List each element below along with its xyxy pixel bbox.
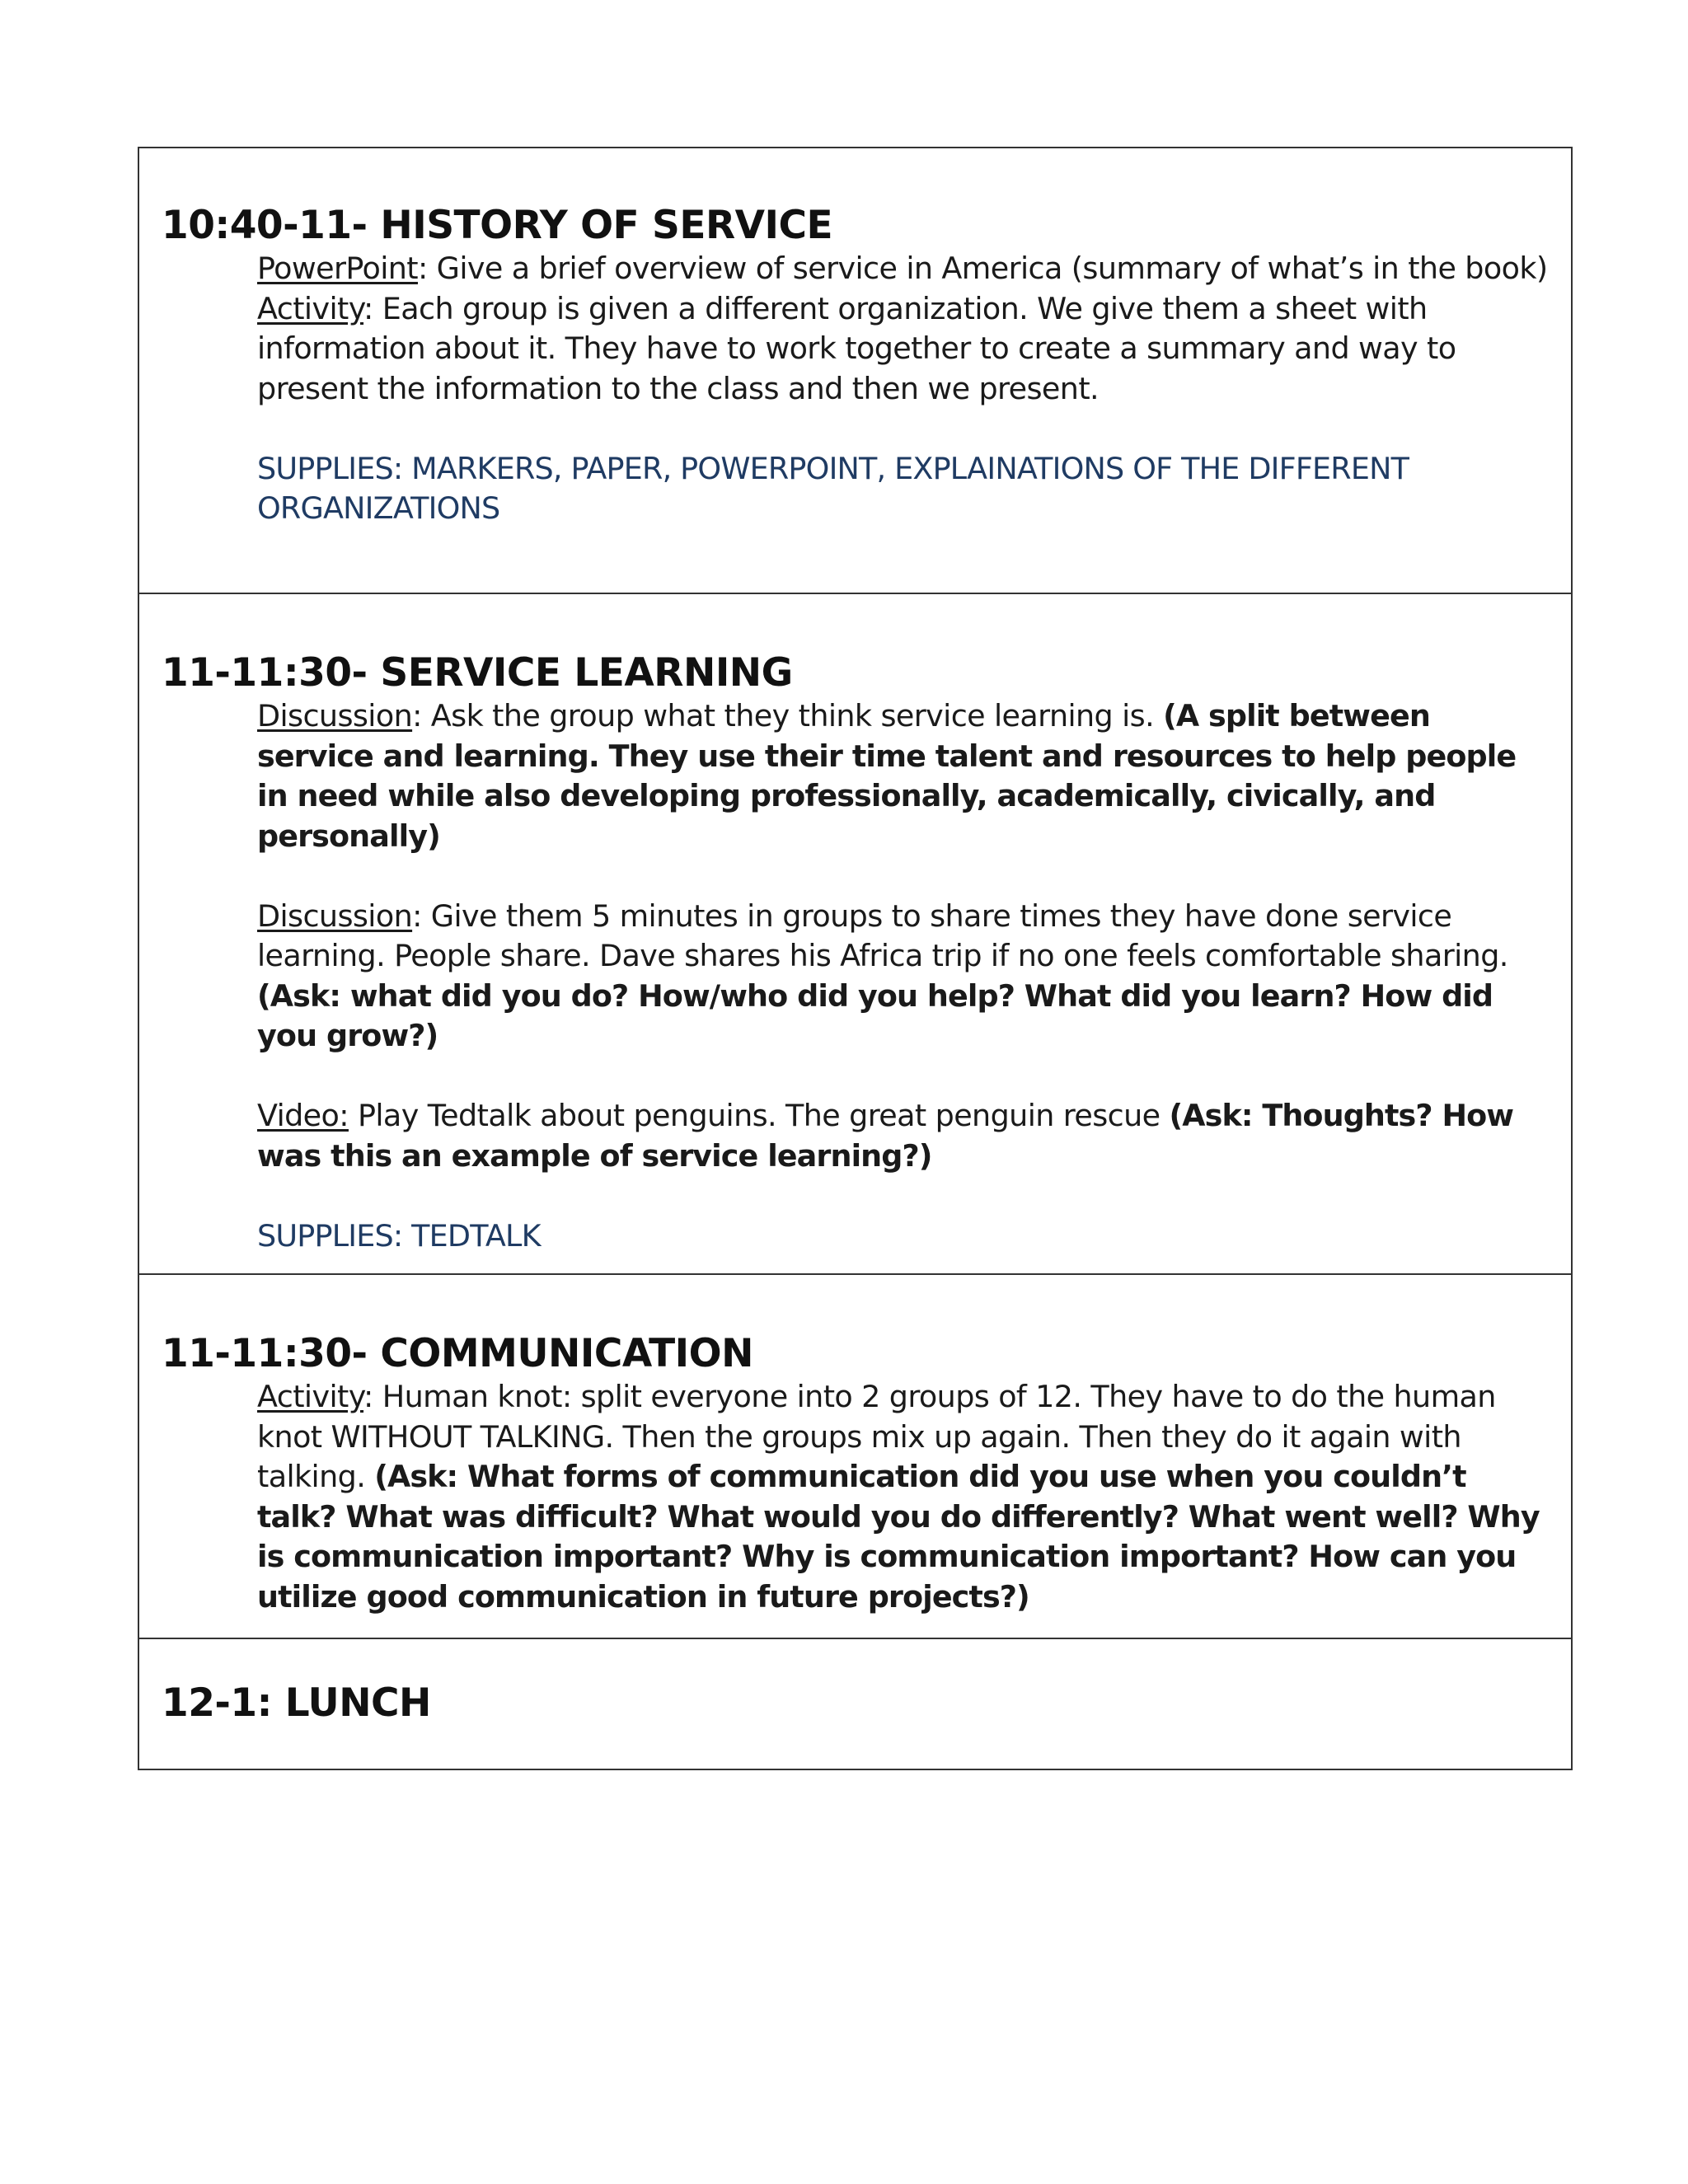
item-text: : Each group is given a different organization. We give them a sheet with information about it. They have to work together to create a summary and way to present the information to the class and then we present. [257, 290, 1456, 406]
section-history-of-service [139, 148, 1571, 594]
spacer [257, 409, 1551, 449]
discussion-item [257, 696, 1551, 856]
section-heading: 11-11:30- COMMUNICATION [162, 1331, 753, 1376]
spacer [257, 1176, 1551, 1216]
question-prompt: (Ask: What forms of communication did you use when you couldn’t talk? What was difficult? What would you do differently? What went well? Why is communication important? Why is communication important? How can you utilize good communication in future projects?) [257, 1459, 1540, 1615]
item-text: : Give a brief overview of service in America (summary of what’s in the book) [417, 251, 1548, 286]
activity-item [257, 1377, 1551, 1617]
spacer [257, 856, 1551, 897]
item-text: : Give them 5 minutes in groups to share times they have done service learning. People share. Dave shares his Africa trip if no one feels comfortable sharing. [257, 898, 1508, 973]
activity-item [257, 289, 1551, 410]
spacer [257, 1057, 1551, 1097]
item-text: : Ask the group what they think service learning is. [412, 698, 1164, 733]
supplies-list: SUPPLIES: TEDTALK [257, 1217, 541, 1254]
section-body [257, 696, 1551, 1256]
section-heading: 12-1: LUNCH [162, 1680, 431, 1726]
question-prompt: (Ask: what did you do? How/who did you help? What did you learn? How did you grow?) [257, 977, 1493, 1053]
section-heading: 10:40-11- HISTORY OF SERVICE [162, 203, 833, 248]
item-label: PowerPoint [257, 251, 418, 286]
section-heading: 11-11:30- SERVICE LEARNING [162, 650, 793, 696]
supplies-list: SUPPLIES: MARKERS, PAPER, POWERPOINT, EXPLAINATIONS OF THE DIFFERENT ORGANIZATIONS [257, 450, 1409, 526]
video-item [257, 1096, 1551, 1176]
section-body [257, 1377, 1551, 1617]
schedule-table [138, 147, 1573, 1770]
item-label: Discussion [257, 698, 413, 733]
section-communication [139, 1275, 1571, 1639]
item-label: Activity [257, 1379, 364, 1414]
section-body [257, 249, 1551, 529]
item-label: Activity [257, 290, 364, 326]
powerpoint-item [257, 249, 1551, 289]
item-text: Play Tedtalk about penguins. The great penguin rescue [348, 1098, 1170, 1133]
item-label: Discussion [257, 898, 413, 934]
discussion-item [257, 897, 1551, 1057]
item-text: : Human knot: split everyone into 2 groups of 12. They have to do the human knot WITHOUT TALKING. Then the groups mix up again. Then they do it again with talking. [257, 1379, 1496, 1494]
question-prompt: (Ask: Thoughts? How was this an example of service learning?) [257, 1098, 1514, 1174]
question-prompt: (A split between service and learning. They use their time talent and resources to help people in need while also developing professionally, academically, civically, and personally) [257, 698, 1517, 854]
section-lunch [139, 1639, 1571, 1769]
item-label: Video: [257, 1098, 349, 1133]
section-service-learning [139, 594, 1571, 1275]
